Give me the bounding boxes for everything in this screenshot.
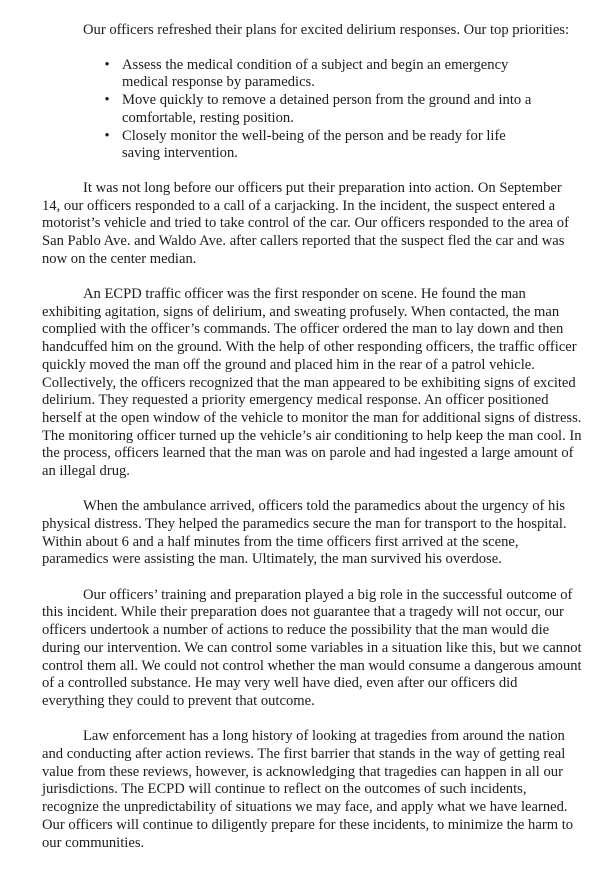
paragraph-after-action-reviews: Law enforcement has a long history of looking at tragedies from around the nation and conducting after action reviews. The first barrier that stands in the way of getting real value from these reviews, however, is acknowledging that tragedies can happen in all our jurisdictions. The ECPD will continue to reflect on the outcomes of such incidents, recognize the unpredictability of situations we may face, and apply what we have learned. Our officers will continue to diligently prepare for these incidents, to minimize the harm to our communities. — [42, 728, 574, 851]
priority-text: Closely monitor the well-being of the person and be ready for life saving intervention. — [122, 127, 506, 162]
priority-item — [42, 128, 582, 163]
bullet-icon: • — [104, 92, 110, 109]
bullet-icon: • — [104, 56, 110, 73]
priority-text: Move quickly to remove a detained person from the ground and into a comfortable, resting position. — [122, 92, 532, 126]
paragraph-ambulance-arrival: When the ambulance arrived, officers told the paramedics about the urgency of his physical distress. They helped the paramedics secure the man for transport to the hospital. Within about 6 and a half minutes from the time officers first arrived at the scene, paramedics were assisting the man. Ultimately, the man survived his overdose. — [42, 498, 567, 568]
bullet-icon: • — [104, 127, 110, 144]
priorities-list — [42, 57, 582, 163]
priority-item — [42, 92, 582, 127]
priority-item — [42, 57, 582, 92]
priority-text: Assess the medical condition of a subject and begin an emergency medical response by paramedics. — [122, 56, 509, 91]
paragraph-training-outcome: Our officers’ training and preparation played a big role in the successful outcome of this incident. While their preparation does not guarantee that a tragedy will not occur, our officers undertook a number of actions to reduce the possibility that the man would die during our intervention. We can control some variables in a situation like this, but we cannot control them all. We could not control whether the man would consume a dangerous amount of a controlled substance. He may very well have died, even after our officers did everything they could to prevent that outcome. — [42, 586, 582, 709]
intro-sentence: Our officers refreshed their plans for excited delirium responses. Our top priorities: — [83, 22, 570, 38]
paragraph-first-responder: An ECPD traffic officer was the first responder on scene. He found the man exhibiting agitation, signs of delirium, and sweating profusely. When contacted, the man complied with the officer’s commands. The officer ordered the man to lay down and then handcuffed him on the ground. With the help of other responding officers, the traffic officer quickly moved the man off the ground and placed him in the rear of a patrol vehicle. Collectively, the officers recognized that the man appeared to be exhibiting signs of excited delirium. They requested a priority emergency medical response. An officer positioned herself at the open window of the vehicle to monitor the man for additional signs of distress. The monitoring officer turned up the vehicle’s air conditioning to help keep the man cool. In the process, officers learned that the man was on parole and had ingested a large amount of an illegal drug. — [42, 286, 582, 480]
document-page — [42, 22, 582, 870]
paragraph-incident-overview: It was not long before our officers put their preparation into action. On September 14, our officers responded to a call of a carjacking. In the incident, the suspect entered a motorist’s vehicle and tried to take control of the car. Our officers responded to the area of San Pablo Ave. and Waldo Ave. after callers reported that the suspect fled the car and was now on the center median. — [42, 179, 569, 267]
